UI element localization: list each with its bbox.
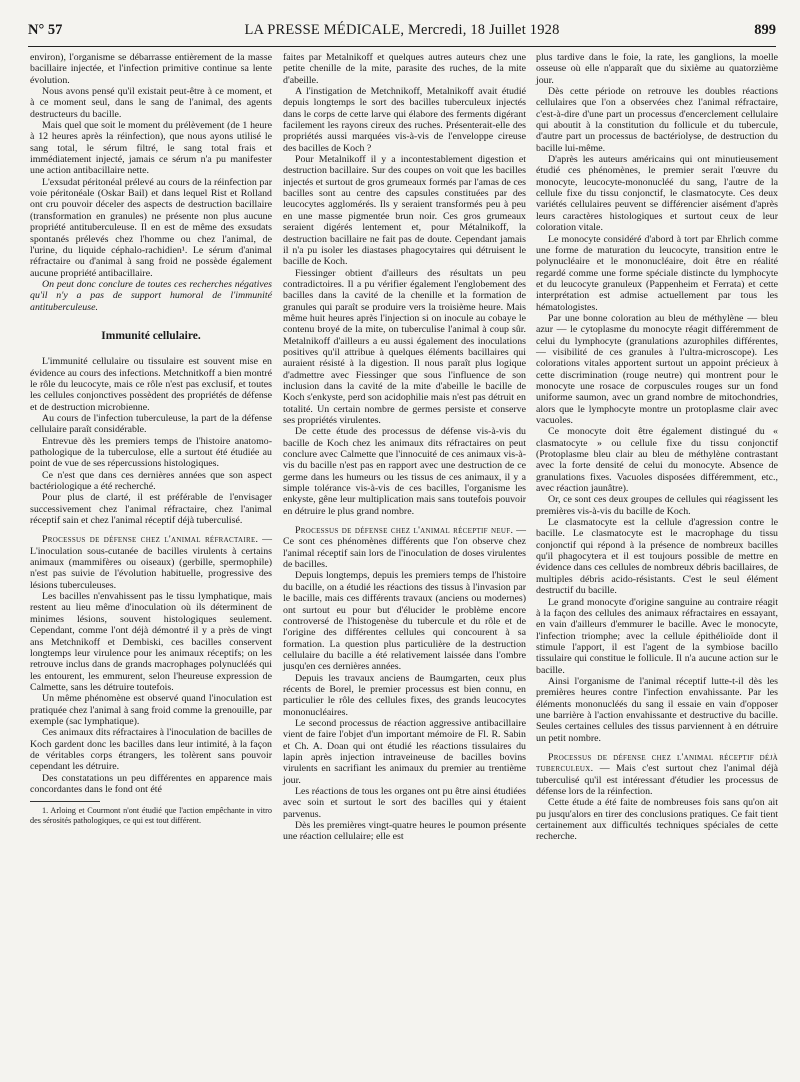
issue-number: N° 57 (28, 22, 63, 38)
journal-title: LA PRESSE MÉDICALE, Mercredi, 18 Juillet 1928 (244, 22, 560, 38)
paragraph: L'immunité cellulaire ou tissulaire est souvent mise en évidence au cours des infections. Metchnitkoff a bien montré le rôle du leucocyte, mais ce rôle n'est pas exclusif, et toutes les cellules conjonctives possèdent des propriétés de défense et de destruction microbienne. (30, 356, 272, 413)
subsection-text: — Ce sont ces phénomènes différents que l'on observe chez l'animal réceptif sain lors de l'inoculation de doses virulentes de bacilles. (283, 525, 526, 571)
conclusion-paragraph: On peut donc conclure de toutes ces recherches négatives qu'il n'y a pas de support humoral de l'immunité antituberculeuse. (30, 278, 272, 313)
paragraph: L'exsudat péritonéal prélevé au cours de la réinfection par voie péritonéale (Oskar Bail) et dans lequel Rist et Rolland ont cru pouvoir déceler des aspects de destruction bacillaire (transformation en granules) ne présente non plus aucune propriété antituberculeuse. Il en est de même des exsudats spontanés prélevés chez l'homme ou chez l'animal, de l'urine, du liquide céphalo-rachidien¹. Le sérum d'animal réfractaire ou d'animal à sang froid ne possède également aucune propriété antibacillaire. (30, 176, 272, 279)
section-heading: Immunité cellulaire. (101, 329, 201, 342)
paragraph: Fiessinger obtient d'ailleurs des résultats un peu contradictoires. Il a pu vérifier également l'englobement des bacilles dans la cavité de la chenille et la formation de granules qui paraît se produire vers la troisième heure. Mais même huit heures après l'injection si on inocule au cobaye le contenu broyé de la mite, on tuberculise l'animal à coup sûr. Metalnikoff d'ailleurs a eu aussi également des inoculations positives qu'il attribue à quelques éléments bacillaires qui auraient résisté à la digestion. Il nous paraît plus logique d'admettre avec Fiessinger que sous l'influence de son inclusion dans la cavité de la mite d'abeille le bacille de Koch s'enkyste, perd son acidophilie mais n'est pas détruit en totalité. Un certain nombre de germes persiste et conserve ses propriétés virulentes. (283, 267, 526, 426)
footnote: 1. Arloing et Courmont n'ont étudié que l'action empêchante in vitro des sérosités pathologiques, ce qui est tout différent. (30, 806, 272, 825)
subsection-text: — L'inoculation sous-cutanée de bacilles virulents à certains animaux (mammifères ou oiseaux) (gerbille, spermophile) n'est pas suivie de l'évolution habituelle, progressive des lésions tuberculeuses. (30, 534, 273, 591)
paragraph: Le clasmatocyte est la cellule d'agression contre le bacille. Le clasmatocyte est le macrophage du tissu conjonctif qui répond à la présence de nombreux bacilles qu'il phagocytera et il est toujours possible de mettre en évidence dans ces cellules de nombreux débris bacillaires, de multiples débris acido-résistants. C'est le seul élément destructif du bacille. (536, 517, 778, 597)
paragraph: Entrevue dès les premiers temps de l'histoire anatomo-pathologique de la tuberculose, elle a surtout été étudiée au point de vue de ses répercussions histologiques. (30, 435, 272, 470)
paragraph: Pour Metalnikoff il y a incontestablement digestion et destruction bacillaire. Sur des coupes on voit que les bacilles injectés et surtout de gros grumeaux formés par l'amas de ces bacilles sont au centre des capsules constituées par des leucocytes agglomérés. Ils y seraient transformés peu à peu en une masse pigmentée brun noir. Ces gros grumeaux seraient digérés lentement et, pour Métalnikoff, la destruction bacillaire ne fait pas de doute. Cependant jamais il n'a pu isoler les diastases phagocytaires qui détruisent le bacille de Koch. (283, 154, 526, 268)
paragraph: Ce n'est que dans ces dernières années que son aspect bactériologique a été recherché. (30, 469, 272, 493)
paragraph: Dès cette période on retrouve les doubles réactions cellulaires que l'on a observées chez l'animal réfractaire, c'est-à-dire d'une part un processus d'encerclement cellulaire qui aboutit à la constitution du follicule et du tubercule, d'autre part un processus de bactériolyse, de destruction du bacille lui-même. (536, 86, 778, 154)
paragraph: Le grand monocyte d'origine sanguine au contraire réagit à la façon des cellules des animaux réfractaires en essayant, en vain d'ailleurs d'emmurer le bacille. Avec le monocyte, l'infection triomphe; avec la cellule épithélioïde dont il stimule l'apport, il est l'agent de la symbiose bacillo tissulaire qui constitue le follicule. Il n'a aucune action sur le bacille. (536, 596, 778, 676)
paragraph: Nous avons pensé qu'il existait peut-être à ce moment, et à ce moment seul, dans le sang de l'animal, des agents destructeurs du bacille. (30, 86, 272, 120)
subsection-heading: Processus de défense chez l'animal réceptif déjà tuberculeux. (536, 751, 778, 775)
column-3 (536, 52, 778, 843)
subsection-text: — Mais c'est surtout chez l'animal déjà tuberculisé qu'il est intéressant d'étudier les processus de défense lors de la réinfection. (536, 763, 778, 797)
paragraph: A l'instigation de Metchnikoff, Metalnikoff avait étudié depuis longtemps le sort des bacilles tuberculeux injectés dans le corps de cette larve qui élabore des ferments digérant facilement les rayons cireux des ruches. Présenterait-elle des propriétés aussi marquées vis-à-vis de l'enveloppe cireuse des bacilles de Koch ? (283, 86, 526, 154)
paragraph: Depuis les travaux anciens de Baumgarten, ceux plus récents de Borel, le premier processus est bien connu, en particulier le rôle des cellules fixes, des grands leucocytes mononucléaires. (283, 672, 526, 718)
running-header (28, 22, 776, 42)
paragraph: Les réactions de tous les organes ont pu être ainsi étudiées avec soin et surtout le sort des bacilles qui y étaient parvenus. (283, 786, 526, 820)
paragraph: Depuis longtemps, depuis les premiers temps de l'histoire du bacille, on a étudié les réactions des tissus à l'invasion par le bacille, mais ces différents travaux (anciens ou modernes) ont surtout eu pour but d'élucider le problème encore controversé de l'histogenèse du tubercule et du rôle et de l'origine des différentes cellules qui concourent à sa formation. La question plus particulière de la destruction cellulaire du bacille a été relativement laissée dans l'ombre jusqu'en ces dernières années. (283, 570, 526, 673)
paragraph: Par une bonne coloration au bleu de méthylène — bleu azur — le cytoplasme du monocyte réagit différemment de celui du lymphocyte (granulations azurophiles différentes, — visibilité de ces granules à l'ultra-microscope). Les colorations vitales apportent surtout un appoint précieux à cette discrimination (rouge neutre) qui montrent pour le monocyte une rosace de corpuscules rouges sur un fond uniforme saumon, avec un grand nombre de mitochondries, alors que le lymphocyte montre un protoplasme clair avec vacuoles. (536, 312, 778, 426)
subsection-paragraph (536, 752, 778, 797)
paragraph: faites par Metalnikoff et quelques autres auteurs chez une petite chenille de la mite, parasite des ruches, de la mite d'abeille. (283, 52, 526, 86)
paragraph: environ), l'organisme se débarrasse entièrement de la masse bacillaire injectée, et l'infection primitive continue sa lente évolution. (30, 52, 272, 86)
header-rule (28, 46, 776, 47)
paragraph: Ces animaux dits réfractaires à l'inoculation de bacilles de Koch gardent donc les bacilles dans leur intimité, à la façon de véritables corps étrangers, les tolèrent sans pouvoir cependant les détruire. (30, 727, 272, 773)
paragraph: Ce monocyte doit être également distingué du « clasmatocyte » ou cellule fixe du tissu conjonctif (Protoplasme bleu clair au bleu de méthylène contrastant avec la forte densité de celui du monocyte. Absence de granulations fixes. Vacuoles disposées différemment, etc., avec réaction jaunâtre). (536, 426, 778, 495)
paragraph: Cette étude a été faite de nombreuses fois sans qu'on ait pu jusqu'alors en tirer des conclusions pratiques. Ce fait tient certainement aux difficultés techniques spéciales de cette recherche. (536, 797, 778, 843)
paragraph: Mais quel que soit le moment du prélèvement (de 1 heure à 12 heures après la réinfection), que nous ayons utilisé le sang total, le sérum filtré, le sang total frais et immédiatement injecté, jamais ce sérum n'a pu manifester une action antibacillaire nette. (30, 120, 272, 177)
paragraph: Dès les premières vingt-quatre heures le poumon présente une réaction cellulaire; elle est (283, 820, 526, 843)
paragraph: De cette étude des processus de défense vis-à-vis du bacille de Koch chez les animaux dits réfractaires on peut conclure avec Calmette que l'innocuité de ces animaux vis-à-vis du bacille n'est pas en rapport avec une destruction de ce germe dans les humeurs ou les tissus de ces animaux, il y a simple tolérance vis-à-vis de ces bacilles, l'organisme les enkyste, gêne leur multiplication mais sans toutefois pouvoir en détruire le plus grand nombre. (283, 426, 526, 517)
column-2 (283, 52, 526, 843)
paragraph: Le second processus de réaction aggressive antibacillaire vient de faire l'objet d'un important mémoire de Fl. R. Sabin et Ch. A. Doan qui ont étudié les réactions tissulaires du lapin après injection intraveineuse de bacilles bovins virulents en sacrifiant les animaux du premier au trentième jour. (283, 717, 526, 786)
subsection-heading: Processus de défense chez l'animal réfractaire. (42, 534, 259, 546)
column-1 (30, 52, 272, 826)
footnote-rule (30, 801, 100, 802)
paragraph: Le monocyte considéré d'abord à tort par Ehrlich comme une forme de maturation du leucocyte, transition entre le polynucléaire et le mononucléaire, doit être en réalité regardé comme une forme spéciale distincte du lymphocyte et du leucocyte granuleux (Pappenheim et Ferrata) et cette interprétation est admise actuellement par tous les hématologistes. (536, 233, 778, 313)
subsection-paragraph (283, 525, 526, 570)
subsection-paragraph (30, 534, 272, 591)
paragraph: Un même phénomène est observé quand l'inoculation est pratiquée chez l'animal à sang froid comme la grenouille, par exemple (sac lymphatique). (30, 693, 272, 727)
paragraph: Les bacilles n'envahissent pas le tissu lymphatique, mais restent au lieu même d'inoculation où ils déterminent de minimes lésions, souvent histologiques seulement. Cependant, comme l'ont déjà démontré il y a près de vingt ans Metchnikoff et Dembiski, ces bacilles conservent longtemps leur virulence pour les animaux réceptifs; on les retrouve inclus dans de grands macrophages polynucléés qui les entourent, les emmurent, selon l'heureuse expression de Calmette, sans les détruire toutefois. (30, 591, 272, 693)
paragraph: plus tardive dans le foie, la rate, les ganglions, la moelle osseuse où elle n'apparaît que du sixième au quatorzième jour. (536, 52, 778, 86)
paragraph: Or, ce sont ces deux groupes de cellules qui réagissent les premières vis-à-vis du bacille de Koch. (536, 494, 778, 517)
paragraph: Ainsi l'organisme de l'animal réceptif lutte-t-il dès les premières heures contre l'infection envahissante. Par les éléments mononucléés du sang il essaie en vain d'opposer une barrière à l'action envahissante et destructive du bacille. Seules certaines cellules des tissus parviennent à en détruire un petit nombre. (536, 675, 778, 744)
paragraph: D'après les auteurs américains qui ont minutieusement étudié ces phénomènes, le premier serait l'œuvre du monocyte, leucocyte-mononucléé du sang, l'autre de la cellule fixe du tissu conjonctif, le clasmatocyte. Ces deux variétés cellulaires peuvent se différencier aisément d'après leurs caractères histologiques et surtout ceux de leur coloration vitale. (536, 154, 778, 234)
page-number: 899 (754, 22, 776, 38)
paragraph: Des constatations un peu différentes en apparence mais concordantes dans le fond ont été (30, 772, 272, 795)
subsection-heading: Processus de défense chez l'animal réceptif neuf. (295, 525, 514, 537)
paragraph: Pour plus de clarté, il est préférable de l'envisager successivement chez l'animal réfractaire, chez l'animal réceptif sain et chez l'animal réceptif déjà tuberculisé. (30, 492, 272, 527)
paragraph: Au cours de l'infection tuberculeuse, la part de la défense cellulaire paraît considérable. (30, 412, 272, 436)
